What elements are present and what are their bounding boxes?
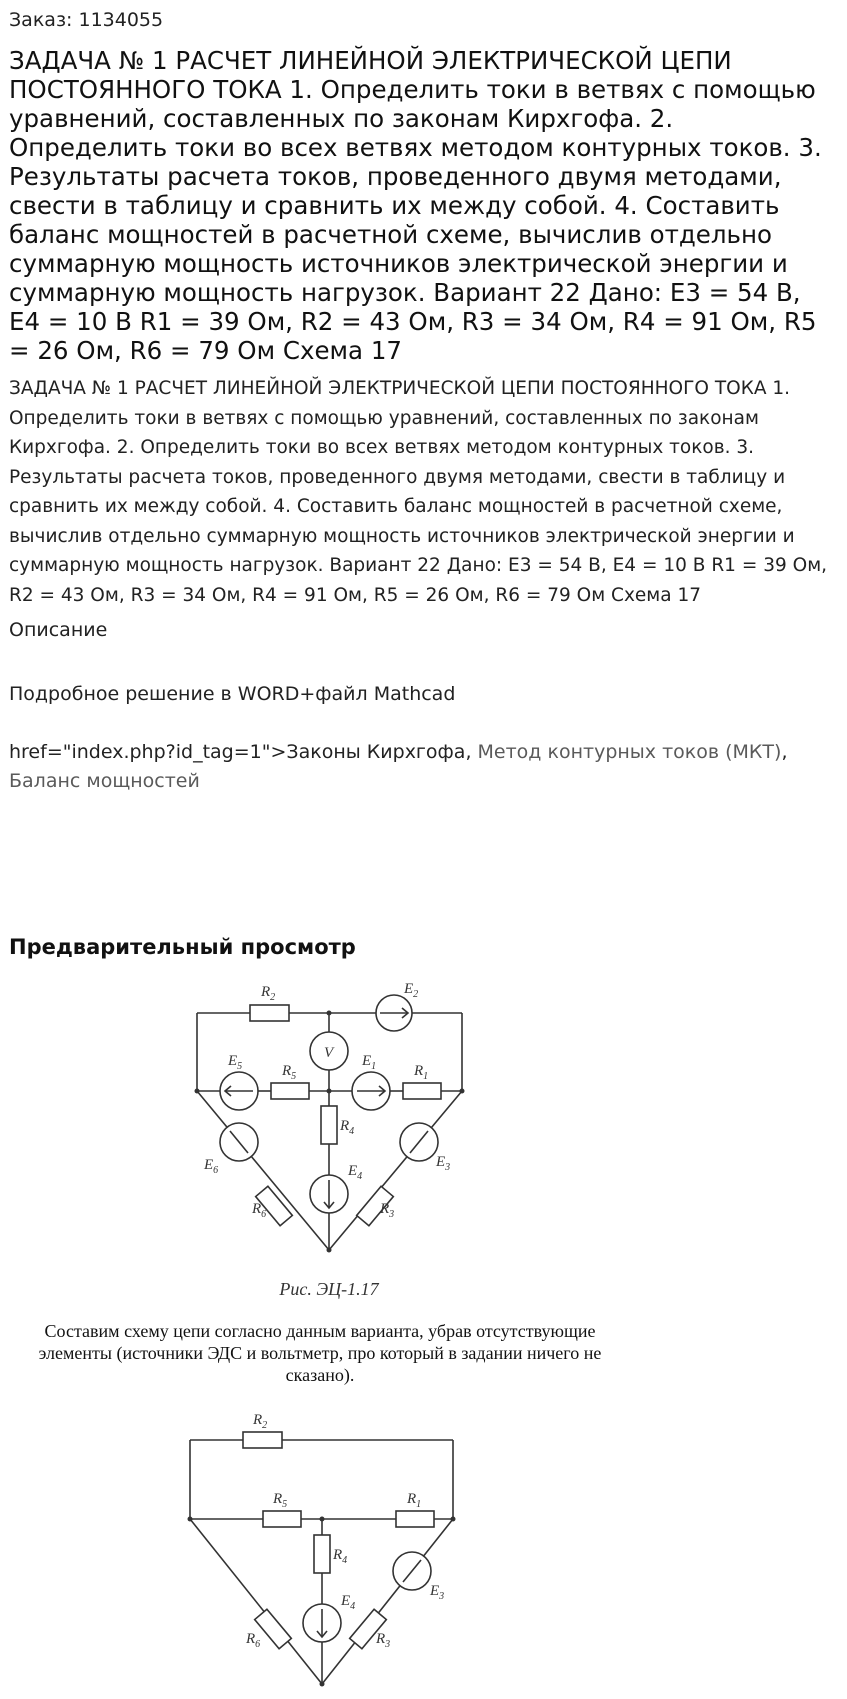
wire xyxy=(190,1519,322,1684)
circuit-figure-1 xyxy=(197,995,462,1250)
label-e3: $E_3$ xyxy=(436,1154,451,1173)
task-title: ЗАДАЧА № 1 РАСЧЕТ ЛИНЕЙНОЙ ЭЛЕКТРИЧЕСКОЙ ЦЕПИ ПОСТОЯННОГО ТОКА 1. Определить токи в ветвях с помощью уравнений, составленных по законам Кирхгофа. 2. Определить токи во всех ветвях методом контурных токов. 3. Результаты расчета токов, проведенного двумя методами, свести в таблицу и сравнить их между собой. 4. Составить баланс мощностей в расчетной схеме, вычислив отдельно суммарную мощность источников электрической энергии и суммарную мощность нагрузок. Вариант 22 Дано: Е3 = 54 В, Е4 = 10 В R1 = 39 Ом, R2 = 43 Ом, R3 = 34 Ом, R4 = 91 Ом, R5 = 26 Ом, R6 = 79 Ом Схема 17 xyxy=(9,46,822,365)
node-dot xyxy=(327,1089,332,1094)
scan-paragraph xyxy=(39,1321,602,1386)
node-dot xyxy=(327,1248,332,1253)
tag-link-power-balance[interactable]: Баланс мощностей xyxy=(9,770,200,792)
label-r3: $R_3$ xyxy=(376,1631,391,1650)
scan-paragraph-line: Составим схему цепи согласно данным варианта, убрав отсутствующие xyxy=(44,1321,596,1341)
label-r6: $R_6$ xyxy=(252,1201,267,1220)
label-r4: $R_4$ xyxy=(333,1547,348,1566)
task-description: ЗАДАЧА № 1 РАСЧЕТ ЛИНЕЙНОЙ ЭЛЕКТРИЧЕСКОЙ ЦЕПИ ПОСТОЯННОГО ТОКА 1. Определить токи в ветвях с помощью уравнений, составленных по законам Кирхгофа. 2. Определить токи во всех ветвях методом контурных токов. 3. Результаты расчета токов, проведенного двумя методами, свести в таблицу и сравнить их между собой. 4. Составить баланс мощностей в расчетной схеме, вычислив отдельно суммарную мощность источников электрической энергии и суммарную мощность нагрузок. Вариант 22 Дано: Е3 = 54 В, Е4 = 10 В R1 = 39 Ом, R2 = 43 Ом, R3 = 34 Ом, R4 = 91 Ом, R5 = 26 Ом, R6 = 79 Ом Схема 17 xyxy=(9,378,828,606)
solution-note: Подробное решение в WORD+файл Mathcad xyxy=(9,683,456,705)
label-r2: $R_2$ xyxy=(261,984,276,1003)
label-e3: $E_3$ xyxy=(430,1583,445,1602)
label-e5: $E_5$ xyxy=(228,1053,243,1072)
node-dot xyxy=(320,1682,325,1687)
label-r4: $R_4$ xyxy=(340,1118,355,1137)
scan-paragraph-line: сказано). xyxy=(285,1365,355,1385)
label-voltmeter: V xyxy=(324,1045,334,1061)
label-r5: $R_5$ xyxy=(273,1491,288,1510)
label-r3: $R_3$ xyxy=(380,1201,395,1220)
tag-separator: , xyxy=(465,741,478,763)
node-dot xyxy=(460,1089,465,1094)
resistor-r5-symbol xyxy=(271,1083,309,1099)
label-r1: $R_1$ xyxy=(414,1063,429,1082)
resistor-r1-symbol xyxy=(403,1083,441,1099)
node-dot xyxy=(451,1517,456,1522)
label-e1: $E_1$ xyxy=(362,1053,377,1072)
resistor-r2-symbol xyxy=(250,1005,289,1021)
label-e4: $E_4$ xyxy=(341,1593,356,1612)
description-heading: Описание xyxy=(9,619,108,641)
tag-raw-text: href="index.php?id_tag=1">Законы Кирхгофа xyxy=(9,741,466,763)
label-e4: $E_4$ xyxy=(348,1163,363,1182)
resistor-r4-symbol xyxy=(314,1535,330,1573)
circuit-figure-2 xyxy=(190,1432,453,1684)
label-e6: $E_6$ xyxy=(204,1157,219,1176)
resistor-r5-symbol xyxy=(263,1511,301,1527)
preview-heading: Предварительный просмотр xyxy=(9,935,356,959)
node-dot xyxy=(195,1089,200,1094)
label-r1: $R_1$ xyxy=(407,1491,422,1510)
label-e2: $E_2$ xyxy=(404,981,419,1000)
tag-separator: , xyxy=(781,741,788,763)
tag-link-mkt[interactable]: Метод контурных токов (МКТ) xyxy=(477,741,782,763)
label-r5: $R_5$ xyxy=(282,1063,297,1082)
order-number: Заказ: 1134055 xyxy=(9,9,164,31)
resistor-r1-symbol xyxy=(396,1511,434,1527)
node-dot xyxy=(327,1011,332,1016)
node-dot xyxy=(320,1517,325,1522)
scan-paragraph-line: элементы (источники ЭДС и вольтметр, про который в задании ничего не xyxy=(38,1343,602,1363)
label-r2: $R_2$ xyxy=(253,1412,268,1431)
figure-1-caption: Рис. ЭЦ-1.17 xyxy=(279,1279,379,1299)
node-dot xyxy=(188,1517,193,1522)
label-r6: $R_6$ xyxy=(246,1631,261,1650)
resistor-r2-symbol xyxy=(243,1432,282,1448)
resistor-r4-symbol xyxy=(321,1106,337,1144)
